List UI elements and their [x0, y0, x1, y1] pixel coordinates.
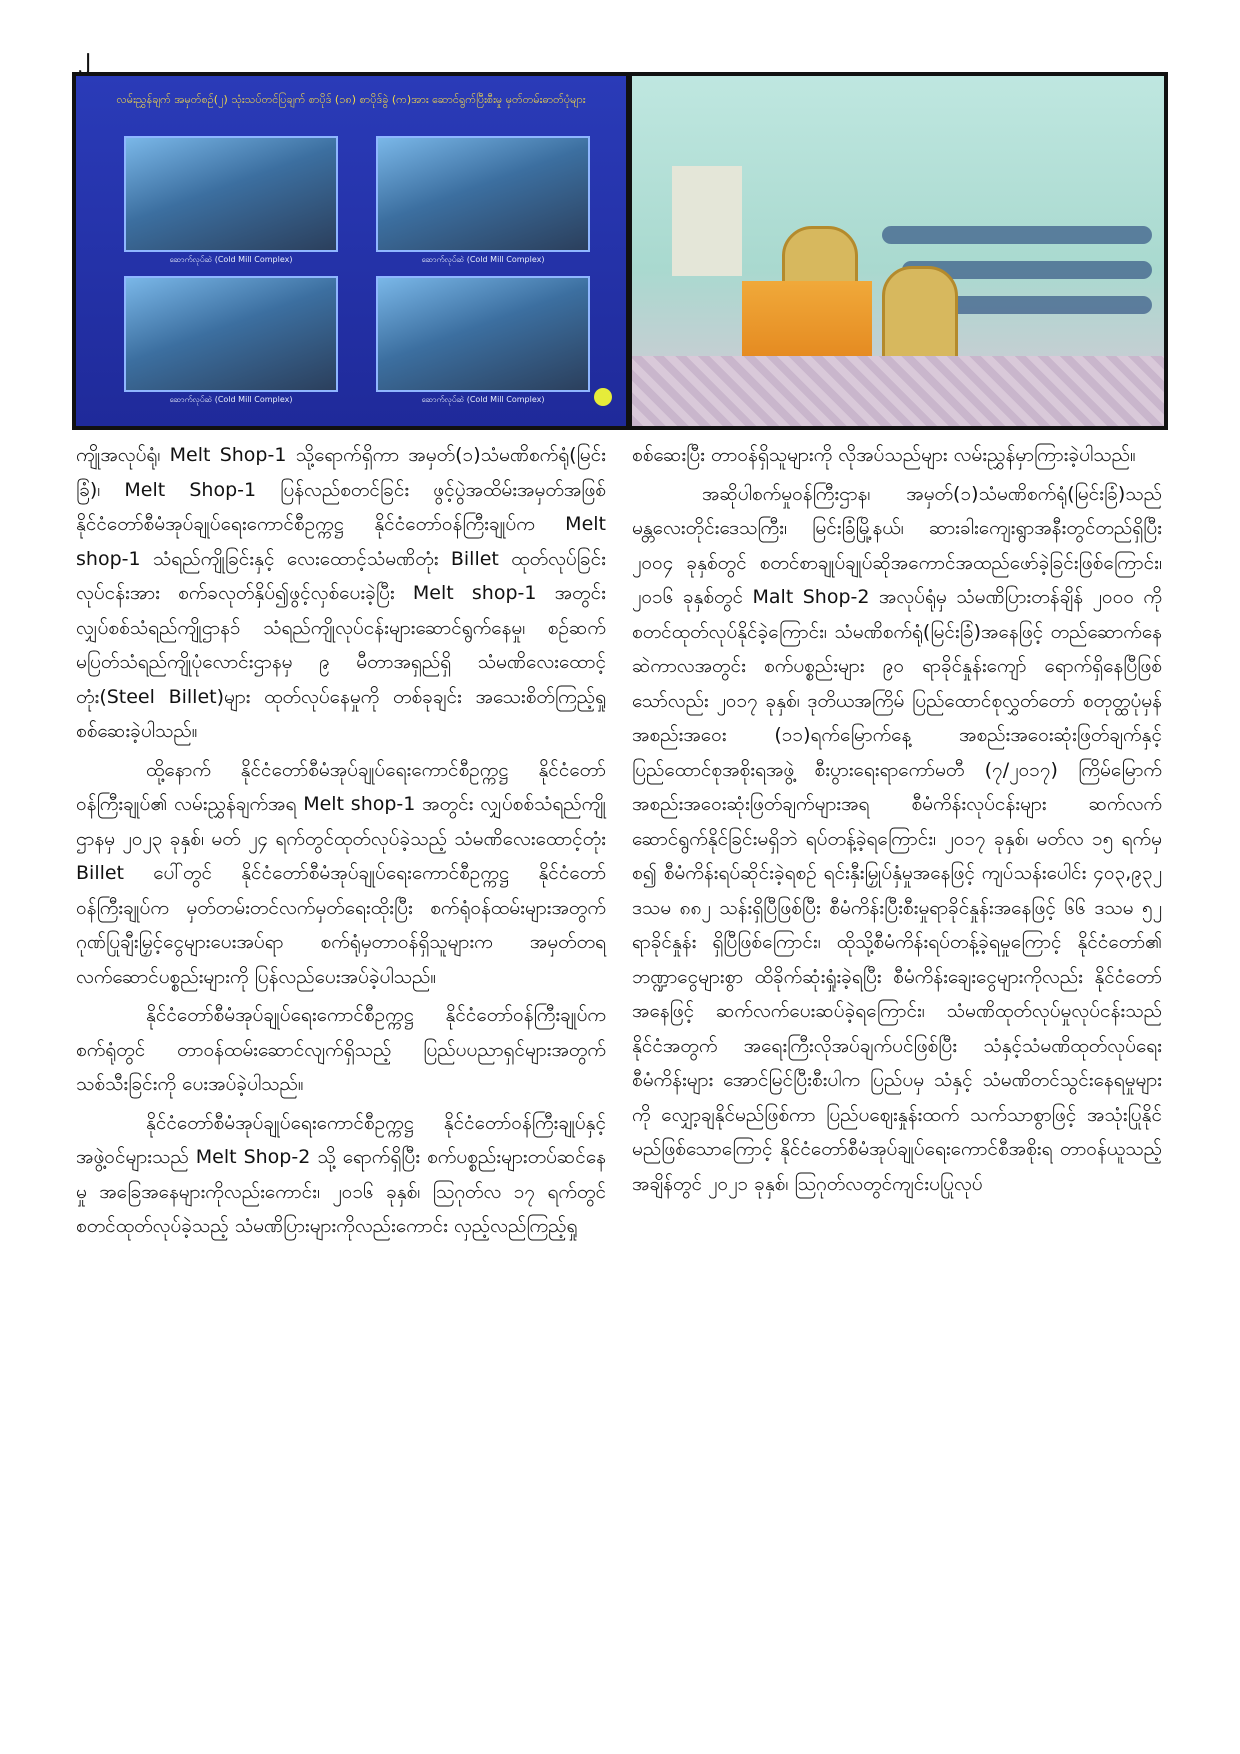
- paragraph: အဆိုပါစက်မှုဝန်ကြီးဌာန၊ အမှတ်(၁)သံမဏိစက်ရုံ(မြင်းခြံ)သည် မန္တလေးတိုင်းဒေသကြီး၊ မြင်းခြံမြို့နယ်၊ ဆားခါးကျေးရွာအနီးတွင်တည်ရှိပြီး ၂၀၀၄ ခုနှစ်တွင် စတင်စာချုပ်ချုပ်ဆိုအကောင်အထည်ဖော်ခဲ့ခြင်းဖြစ်ကြောင်း၊ ၂၀၁၆ ခုနှစ်တွင် Malt Shop-2 အလုပ်ရုံမှ သံမဏိပြားတန်ချိန် ၂၀၀၀ ကို စတင်ထုတ်လုပ်နိုင်ခဲ့ကြောင်း၊ သံမဏိစက်ရုံ(မြင်းခြံ)အနေဖြင့် တည်ဆောက်နေဆဲကာလအတွင်း စက်ပစ္စည်းများ ၉၀ ရာခိုင်နှုန်းကျော် ရောက်ရှိနေပြီဖြစ်သော်လည်း ၂၀၁၇ ခုနှစ်၊ ဒုတိယအကြိမ် ပြည်ထောင်စုလွှတ်တော် စတုတ္ထပုံမှန်အစည်းအဝေး (၁၁)ရက်မြောက်နေ့ အစည်းအဝေးဆုံးဖြတ်ချက်နှင့် ပြည်ထောင်စုအစိုးရအဖွဲ့ စီးပွားရေးရာကော်မတီ (၇/၂၀၁၇) ကြိမ်မြောက် အစည်းအဝေးဆုံးဖြတ်ချက်များအရ စီမံကိန်းလုပ်ငန်းများ ဆက်လက်ဆောင်ရွက်နိုင်ခြင်းမရှိဘဲ ရပ်တန့်ခဲ့ရကြောင်း၊ ၂၀၁၇ ခုနှစ်၊ မတ်လ ၁၅ ရက်မှစ၍ စီမံကိန်းရပ်ဆိုင်းခဲ့ရစဉ် ရင်းနှီးမြှုပ်နှံမှုအနေဖြင့် ကျပ်သန်းပေါင်း ၄၀၃,၉၃၂ ဒသမ ၈၈၂ သန်းရှိပြီဖြစ်ပြီး စီမံကိန်းပြီးစီးမှုရာခိုင်နှုန်းအနေဖြင့် ၆၆ ဒသမ ၅၂ ရာခိုင်နှုန်း ရှိပြီဖြစ်ကြောင်း၊ ထိုသို့စီမံကိန်းရပ်တန့်ခဲ့ရမှုကြောင့် နိုင်ငံတော်၏ ဘဏ္ဍာငွေများစွာ ထိခိုက်ဆုံးရှုံးခဲ့ရပြီး စီမံကိန်းချေးငွေများကိုလည်း နိုင်ငံတော်အနေဖြင့် ဆက်လက်ပေးဆပ်ခဲ့ရကြောင်း၊ သံမဏိထုတ်လုပ်မှုလုပ်ငန်းသည် နိုင်ငံအတွက် အရေးကြီးလိုအပ်ချက်ပင်ဖြစ်ပြီး သံနှင့်သံမဏိထုတ်လုပ်ရေးစီမံကိန်းများ အောင်မြင်ပြီးစီးပါက ပြည်ပမှ သံနှင့် သံမဏိတင်သွင်းနေရမှုများကို လျှော့ချနိုင်မည်ဖြစ်ကာ ပြည်ပဈေးနှုန်းထက် သက်သာစွာဖြင့် အသုံးပြုနိုင်မည်ဖြစ်သောကြောင့် နိုင်ငံတော်စီမံအုပ်ချုပ်ရေးကောင်စီအစိုးရ တာဝန်ယူသည့်အချိန်တွင် ၂၀၂၁ ခုနှစ်၊ ဩဂုတ်လတွင်ကျင်းပပြုလုပ်: [632, 482, 1162, 1195]
- right-text-column: [632, 438, 1162, 1205]
- photo-strip: [72, 72, 1168, 430]
- slide-photo-panel: [124, 136, 338, 264]
- presentation-slide-photo: [76, 76, 626, 426]
- paragraph: နိုင်ငံတော်စီမံအုပ်ချုပ်ရေးကောင်စီဥက္ကဋ္ဌ နိုင်ငံတော်ဝန်ကြီးချုပ်က စက်ရုံတွင် တာဝန်ထမ်းဆောင်လျက်ရှိသည့် ပြည်ပပညာရှင်များအတွက် သစ်သီးခြင်းကို ပေးအပ်ခဲ့ပါသည်။: [76, 1004, 606, 1095]
- slide-photo-panel: [124, 276, 338, 404]
- paragraph: ကျိုအလုပ်ရုံ၊ Melt Shop-1 သို့ရောက်ရှိကာ အမှတ်(၁)သံမဏိစက်ရုံ(မြင်းခြံ)၊ Melt Shop-1 ပြန်လည်စတင်ခြင်း ဖွင့်ပွဲအထိမ်းအမှတ်အဖြစ် နိုင်ငံတော်စီမံအုပ်ချုပ်ရေးကောင်စီဥက္ကဋ္ဌ နိုင်ငံတော်ဝန်ကြီးချုပ်က Melt shop-1 သံရည်ကျိုခြင်းနှင့် လေးထောင့်သံမဏိတုံး Billet ထုတ်လုပ်ခြင်းလုပ်ငန်းအား စက်ခလုတ်နှိပ်၍ဖွင့်လှစ်ပေးခဲ့ပြီး Melt shop-1 အတွင်း လျှပ်စစ်သံရည်ကျိုဌာနၥ် သံရည်ကျိုလုပ်ငန်းများဆောင်ရွက်နေမှု၊ စဉ်ဆက်မပြတ်သံရည်ကျိုပုံလောင်းဌာနမှ ၉ မီတာအရှည်ရှိ သံမဏိလေးထောင့်တုံး(Steel Billet)များ ထုတ်လုပ်နေမှုကို တစ်ခုချင်း အသေးစိတ်ကြည့်ရှုစစ်ဆေးခဲ့ပါသည်။: [76, 444, 606, 742]
- slide-photo-panel: [376, 136, 590, 264]
- paragraph: ထို့နောက် နိုင်ငံတော်စီမံအုပ်ချုပ်ရေးကောင်စီဥက္ကဋ္ဌ နိုင်ငံတော်ဝန်ကြီးချုပ်၏ လမ်းညွှန်ချက်အရ Melt shop-1 အတွင်း လျှပ်စစ်သံရည်ကျိုဌာနမှ ၂၀၂၃ ခုနှစ်၊ မတ် ၂၄ ရက်တွင်ထုတ်လုပ်ခဲ့သည့် သံမဏိလေးထောင့်တုံး Billet ပေါ်တွင် နိုင်ငံတော်စီမံအုပ်ချုပ်ရေးကောင်စီဥက္ကဋ္ဌ နိုင်ငံတော်ဝန်ကြီးချုပ်က မှတ်တမ်းတင်လက်မှတ်ရေးထိုးပြီး စက်ရုံဝန်ထမ်းများအတွက် ဂုဏ်ပြုချီးမြှင့်ငွေများပေးအပ်ရာ စက်ရုံမှတာဝန်ရှိသူများက အမှတ်တရလက်ဆောင်ပစ္စည်းများကို ပြန်လည်ပေးအပ်ခဲ့ပါသည်။: [76, 758, 606, 988]
- podium: [672, 166, 742, 276]
- page-number: ၂: [78, 42, 90, 70]
- carpet-floor: [632, 356, 1164, 426]
- audience-row: [932, 296, 1152, 314]
- paragraph: စစ်ဆေးပြီး တာဝန်ရှိသူများကို လိုအပ်သည်များ လမ်းညွှန်မှာကြားခဲ့ပါသည်။: [632, 444, 1136, 466]
- slide-photo-panel: [376, 276, 590, 404]
- slide-caption: ဆောက်လုပ်ဆဲ (Cold Mill Complex): [421, 395, 545, 404]
- slide-title: လမ်းညွှန်ချက် အမှတ်စဉ်(၂) သုံးသပ်တင်ပြချက် စာပိုဒ် (၁၈) စာပိုဒ်ခွဲ (က)အား ဆောင်ရွက်ပြီးစီးမှု မှတ်တမ်းဓာတ်ပုံများ: [116, 93, 586, 106]
- slide-badge-icon: [594, 388, 612, 406]
- slide-caption: ဆောက်လုပ်ဆဲ (Cold Mill Complex): [421, 255, 545, 264]
- paragraph: နိုင်ငံတော်စီမံအုပ်ချုပ်ရေးကောင်စီဥက္ကဋ္ဌ နိုင်ငံတော်ဝန်ကြီးချုပ်နှင့်အဖွဲ့ဝင်များသည် Melt Shop-2 သို့ ရောက်ရှိပြီး စက်ပစ္စည်းများတပ်ဆင်နေမှု အခြေအနေများကိုလည်းကောင်း၊ ၂၀၁၆ ခုနှစ်၊ ဩဂုတ်လ ၁၇ ရက်တွင် စတင်ထုတ်လုပ်ခဲ့သည့် သံမဏိပြားများကိုလည်းကောင်း လှည့်လည်ကြည့်ရှု: [76, 1111, 606, 1237]
- slide-caption: ဆောက်လုပ်ဆဲ (Cold Mill Complex): [169, 395, 293, 404]
- meeting-room-photo: [632, 76, 1164, 426]
- left-text-column: [76, 438, 606, 1248]
- audience-row: [882, 226, 1152, 244]
- slide-caption: ဆောက်လုပ်ဆဲ (Cold Mill Complex): [169, 255, 293, 264]
